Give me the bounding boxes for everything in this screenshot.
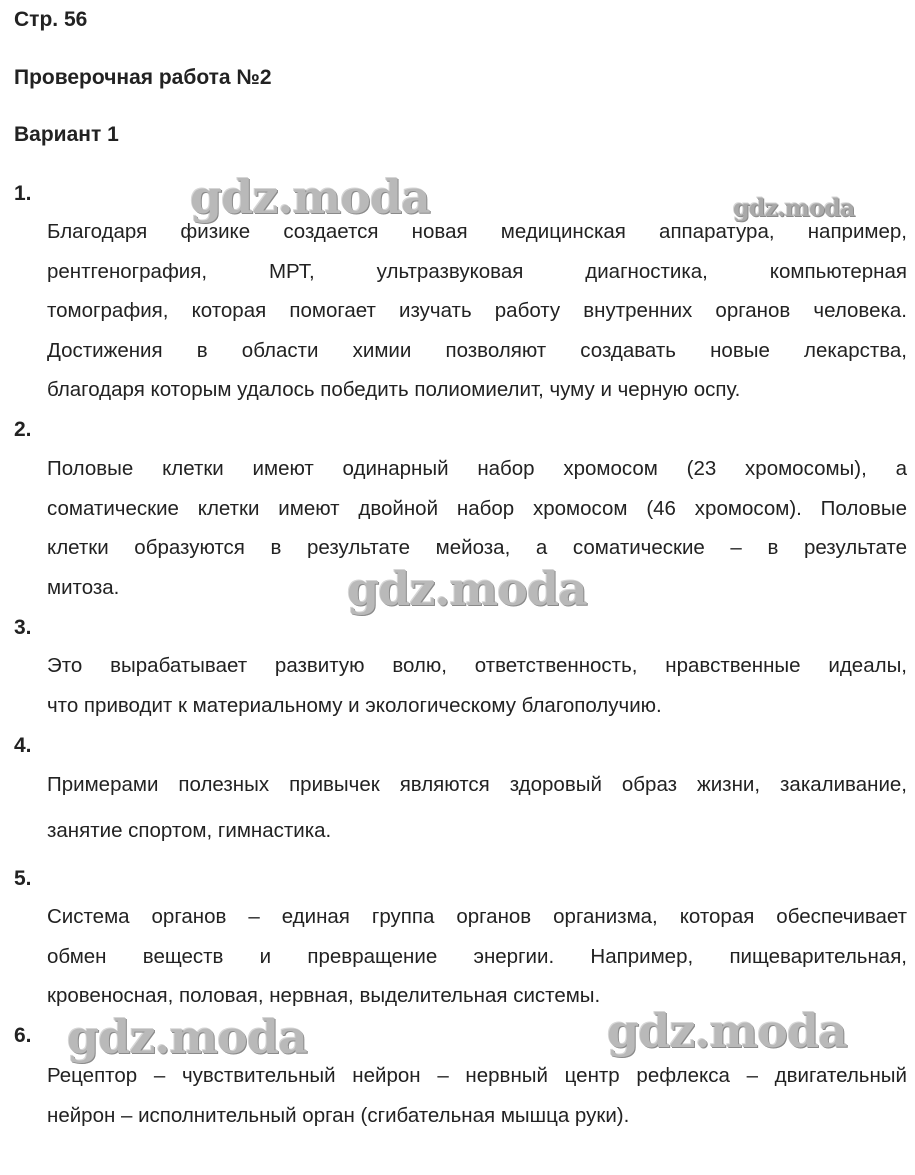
answer-number-6: 6.: [14, 1024, 32, 1047]
answer-text-1: [47, 212, 907, 410]
watermark-logo: gdz.moda: [733, 193, 855, 222]
answer-1-line: Благодаря физике создается новая медицинская аппаратура, например,: [47, 220, 907, 243]
answer-number-4: 4.: [14, 734, 32, 757]
page-number: Стр. 56: [14, 8, 88, 31]
answer-1-line: рентгенография, МРТ, ультразвуковая диагностика, компьютерная: [47, 259, 907, 283]
answer-3-line: Это вырабатывает развитую волю, ответственность, нравственные идеалы,: [47, 654, 907, 677]
answer-2-line: митоза.: [47, 575, 120, 599]
answer-5-line: обмен веществ и превращение энергии. Например, пищеварительная,: [47, 944, 907, 968]
answer-text-3: [47, 646, 907, 725]
answer-3-line: что приводит к материальному и экологическому благополучию.: [47, 693, 662, 717]
answer-4-line: занятие спортом, гимнастика.: [47, 818, 332, 842]
watermark-logo: gdz.moda: [190, 170, 430, 224]
answer-2-line: клетки образуются в результате мейоза, а соматические – в результате: [47, 536, 907, 559]
answer-number-3: 3.: [14, 616, 32, 639]
answer-2-line: соматические клетки имеют двойной набор хромосом (46 хромосом). Половые: [47, 496, 907, 520]
answer-5-line: кровеносная, половая, нервная, выделительная системы.: [47, 984, 601, 1007]
answer-2-line: Половые клетки имеют одинарный набор хромосом (23 хромосомы), а: [47, 457, 907, 480]
watermark-logo: gdz.moda: [607, 1004, 847, 1058]
page-title: Проверочная работа №2: [14, 66, 272, 89]
watermark-logo: gdz.moda: [347, 562, 587, 616]
answer-6-line: нейрон – исполнительный орган (сгибательная мышца руки).: [47, 1103, 630, 1127]
answer-text-6: [47, 1056, 907, 1135]
answer-4-line: Примерами полезных привычек являются здоровый образ жизни, закаливание,: [47, 773, 907, 796]
answer-text-5: [47, 897, 907, 1016]
variant-heading: Вариант 1: [14, 123, 119, 146]
answer-number-1: 1.: [14, 182, 32, 205]
answer-number-2: 2.: [14, 418, 32, 441]
answer-1-line: благодаря которым удалось победить полиомиелит, чуму и черную оспу.: [47, 378, 741, 401]
answer-text-2: [47, 449, 907, 607]
answer-6-line: Рецептор – чувствительный нейрон – нервный центр рефлекса – двигательный: [47, 1064, 907, 1087]
answer-text-4: [47, 765, 907, 857]
answer-1-line: Достижения в области химии позволяют создавать новые лекарства,: [47, 338, 907, 362]
answer-5-line: Система органов – единая группа органов организма, которая обеспечивает: [47, 905, 907, 928]
watermark-logo: gdz.moda: [67, 1010, 307, 1064]
answer-number-5: 5.: [14, 867, 32, 890]
answer-1-line: томография, которая помогает изучать работу внутренних органов человека.: [47, 299, 907, 322]
